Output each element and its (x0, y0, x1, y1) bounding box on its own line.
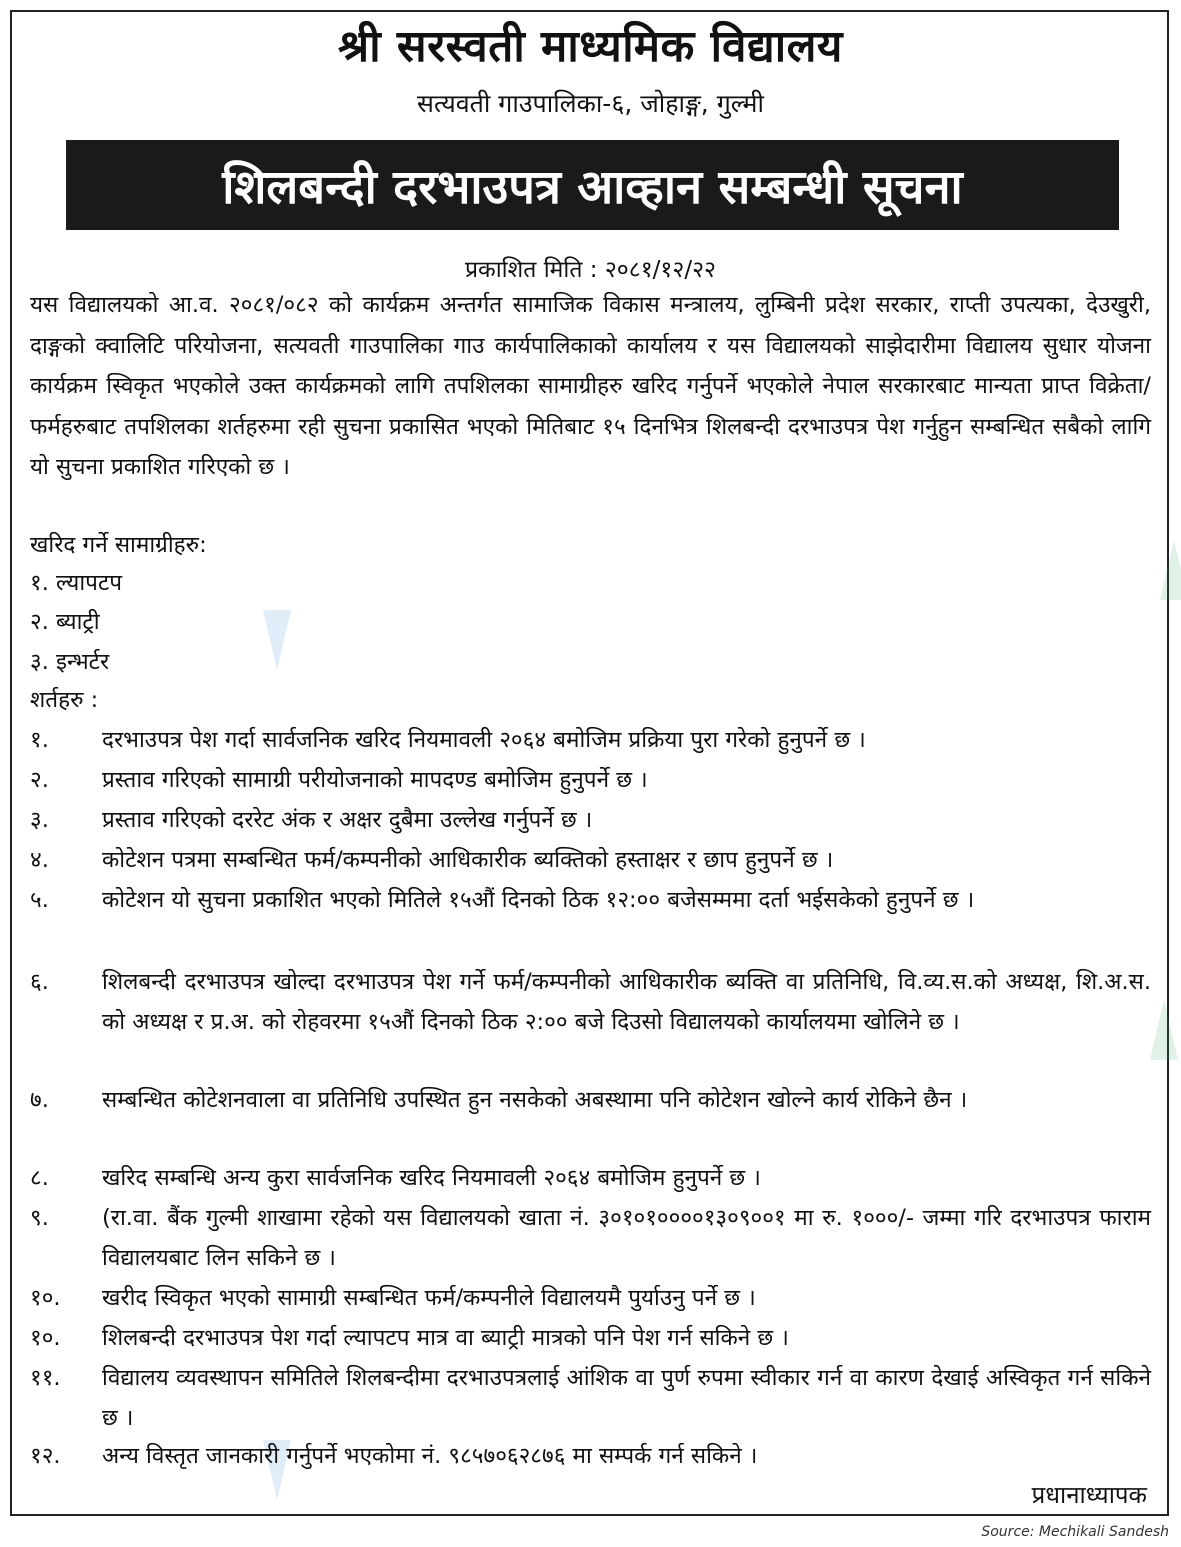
condition-number: ३. (30, 807, 49, 833)
condition-text: खरीद स्विकृत भएको सामाग्री सम्बन्धित फर्म/कम्पनीले विद्यालयमै पुर्याउनु पर्ने छ । (102, 1285, 756, 1311)
list-item: १. ल्यापटप (30, 570, 123, 596)
condition-text: खरिद सम्बन्धि अन्य कुरा सार्वजनिक खरिद नियमावली २०६४ बमोजिम हुनुपर्ने छ । (102, 1165, 761, 1191)
condition-number: १०. (30, 1285, 61, 1311)
condition-text: कोटेशन पत्रमा सम्बन्धित फर्म/कम्पनीको आधिकारीक ब्यक्तिको हस्ताक्षर र छाप हुनुपर्ने छ । (102, 847, 834, 873)
condition-text: दरभाउपत्र पेश गर्दा सार्वजनिक खरिद नियमावली २०६४ बमोजिम प्रक्रिया पुरा गरेको हुनुपर्ने छ । (102, 727, 866, 753)
condition-text: प्रस्ताव गरिएको दररेट अंक र अक्षर दुबैमा उल्लेख गर्नुपर्ने छ । (102, 807, 593, 833)
condition-number: ४. (30, 847, 49, 873)
signature-principal: प्रधानाध्यापक (1031, 1481, 1147, 1509)
condition-text: प्रस्ताव गरिएको सामाग्री परीयोजनाको मापदण्ड बमोजिम हुनुपर्ने छ । (102, 767, 648, 793)
notice-title: शिलबन्दी दरभाउपत्र आव्हान सम्बन्धी सूचना (222, 160, 963, 215)
terms-heading: शर्तहरु : (30, 687, 99, 713)
condition-text: शिलबन्दी दरभाउपत्र पेश गर्दा ल्यापटप मात्र वा ब्याट्री मात्रको पनि पेश गर्न सकिने छ । (102, 1325, 789, 1351)
condition-number: ७. (30, 1087, 49, 1113)
notice-title-banner (66, 140, 1119, 230)
school-address: सत्यवती गाउपालिका-६, जोहाङ्ग, गुल्मी (417, 89, 764, 118)
source-credit: Source: Mechikali Sandesh (981, 1524, 1169, 1540)
school-name: श्री सरस्वती माध्यमिक विद्यालय (338, 21, 843, 72)
notice-body-paragraph: यस विद्यालयको आ.व. २०८१/०८२ को कार्यक्रम अन्तर्गत सामाजिक विकास मन्त्रालय, लुम्बिनी प्रदेश सरकार, राप्ती उपत्यका, देउखुरी, दाङ्गको क्वालिटि परियोजना, सत्यवती गाउपालिका गाउ कार्यपालिकाको कार्यालय र यस विद्यालयको साझेदारीमा विद्यालय सुधार योजना कार्यक्रम स्विकृत भएकोले उक्त कार्यक्रमको लागि तपशिलका सामाग्रीहरु खरिद गर्नुपर्ने भएकोले नेपाल सरकारबाट मान्यता प्राप्त विक्रेता/फर्महरुबाट तपशिलका शर्तहरुमा रही सुचना प्रकासित भएको मितिबाट १५ दिनभित्र शिलबन्दी दरभाउपत्र पेश गर्नुहुन सम्बन्धित सबैको लागि यो सुचना प्रकाशित गरिएको छ । (30, 292, 1151, 480)
list-item: ३. इन्भर्टर (30, 649, 110, 675)
condition-text: अन्य विस्तृत जानकारी गर्नुपर्ने भएकोमा नं. ९८५७०६२८७६ मा सम्पर्क गर्न सकिने । (102, 1443, 758, 1469)
condition-number: २. (30, 767, 49, 793)
condition-text: सम्बन्धित कोटेशनवाला वा प्रतिनिधि उपस्थित हुन नसकेको अबस्थामा पनि कोटेशन खोल्ने कार्य रोकिने छैन । (102, 1087, 968, 1113)
condition-text: विद्यालय व्यवस्थापन समितिले शिलबन्दीमा दरभाउपत्रलाई आंशिक वा पुर्ण रुपमा स्वीकार गर्न वा कारण देखाई अस्विकृत गर्न सकिने छ । (102, 1365, 1151, 1431)
condition-text: शिलबन्दी दरभाउपत्र खोल्दा दरभाउपत्र पेश गर्ने फर्म/कम्पनीको आधिकारीक ब्यक्ति वा प्रतिनिधि, वि.व्य.स.को अध्यक्ष, शि.अ.स. को अध्यक्ष र प्र.अ. को रोहवरमा १५औं दिनको ठिक २:०० बजे दिउसो विद्यालयको कार्यालयमा खोलिने छ । (102, 969, 1151, 1035)
condition-number: ८. (30, 1165, 49, 1191)
condition-number: १२. (30, 1443, 61, 1469)
condition-number: ६. (30, 969, 49, 995)
condition-number: ११. (30, 1365, 61, 1391)
condition-text: (रा.वा. बैंक गुल्मी शाखामा रहेको यस विद्यालयको खाता नं. ३०१०१००००१३०९००१ मा रु. १०००/- जम्मा गरि दरभाउपत्र फाराम विद्यालयबाट लिन सकिने छ । (102, 1205, 1151, 1271)
condition-text: कोटेशन यो सुचना प्रकाशित भएको मितिले १५औं दिनको ठिक १२:०० बजेसम्ममा दर्ता भईसकेको हुनुपर्ने छ । (102, 887, 975, 913)
condition-number: ५. (30, 887, 49, 913)
items-heading: खरिद गर्ने सामाग्रीहरु: (30, 532, 207, 558)
condition-number: १०. (30, 1325, 61, 1351)
condition-number: १. (30, 727, 49, 753)
publication-date: प्रकाशित मिति : २०८१/१२/२२ (464, 257, 717, 283)
condition-number: ९. (30, 1205, 49, 1231)
list-item: २. ब्याट्री (30, 609, 100, 635)
